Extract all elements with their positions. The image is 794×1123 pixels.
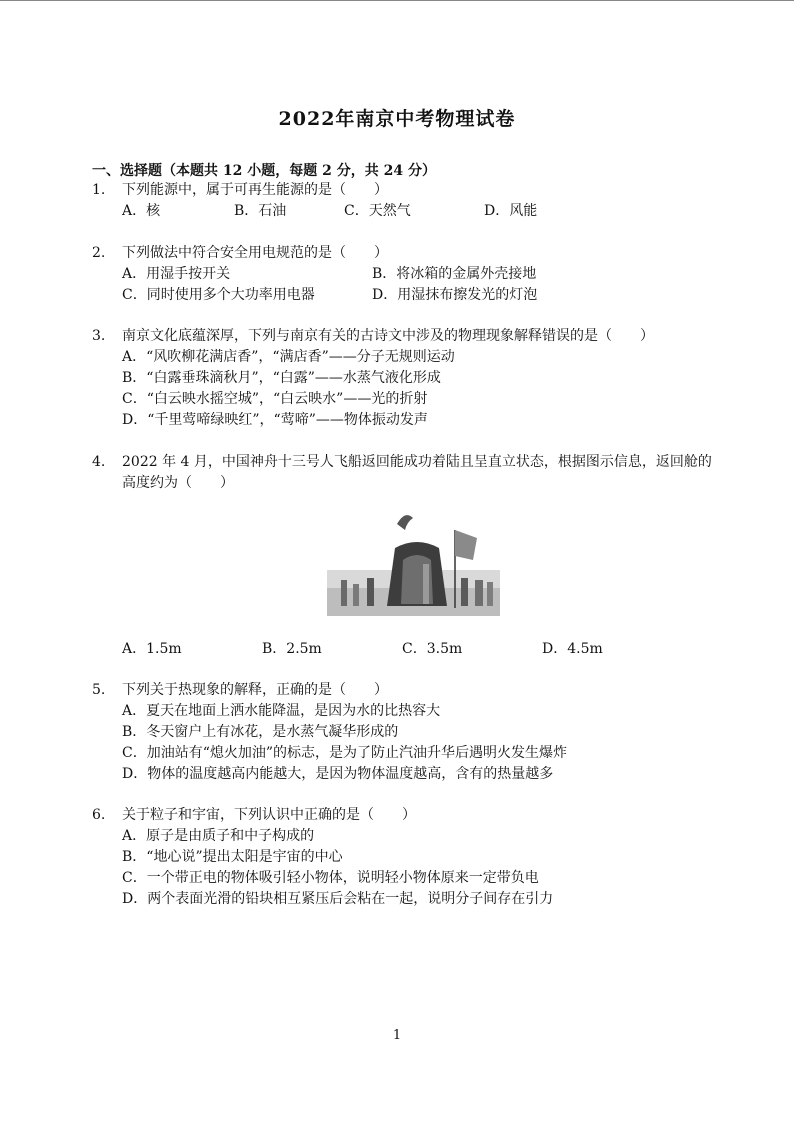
option-c: C．一个带正电的物体吸引轻小物体，说明轻小物体原来一定带负电 bbox=[122, 870, 539, 886]
options-row bbox=[122, 201, 722, 222]
question-stem: 南京文化底蕴深厚，下列与南京有关的古诗文中涉及的物理现象解释错误的是（ ） bbox=[122, 328, 654, 344]
option-b: B．将冰箱的金属外壳接地 bbox=[372, 266, 537, 282]
option-d: D．用湿抹布擦发光的灯泡 bbox=[372, 287, 538, 303]
option-d: D．两个表面光滑的铅块相互紧压后会粘在一起，说明分子间存在引力 bbox=[122, 891, 554, 907]
option-c: C．3.5m bbox=[402, 641, 463, 657]
option-b: B．“白露垂珠滴秋月”，“白露”——水蒸气液化形成 bbox=[122, 370, 441, 386]
option-b: B．冬天窗户上有冰花，是水蒸气凝华形成的 bbox=[122, 724, 399, 740]
option-a: A．原子是由质子和中子构成的 bbox=[122, 828, 315, 844]
option-a: A．核 bbox=[122, 203, 161, 219]
option-d: D．物体的温度越高内能越大，是因为物体温度越高，含有的热量越多 bbox=[122, 766, 554, 782]
option-a: A．“风吹柳花满店香”，“满店香”——分子无规则运动 bbox=[122, 349, 455, 365]
question-5 bbox=[92, 680, 722, 785]
question-stem: 关于粒子和宇宙，下列认识中正确的是（ ） bbox=[122, 807, 416, 823]
option-d: D．风能 bbox=[484, 203, 538, 219]
option-d: D．4.5m bbox=[542, 641, 603, 657]
question-number: 1. bbox=[92, 182, 106, 198]
exam-title: 2022年南京中考物理试卷 bbox=[278, 108, 516, 130]
option-a: A．夏天在地面上洒水能降温，是因为水的比热容大 bbox=[122, 703, 441, 719]
option-b: B．“地心说”提出太阳是宇宙的中心 bbox=[122, 849, 343, 865]
section-header: 一、选择题（本题共 12 小题，每题 2 分，共 24 分） bbox=[92, 163, 436, 179]
option-c: C．同时使用多个大功率用电器 bbox=[122, 287, 315, 303]
option-b: B．石油 bbox=[234, 203, 287, 219]
question-6 bbox=[92, 805, 722, 910]
question-number: 2. bbox=[92, 245, 106, 261]
question-stem: 下列关于热现象的解释，正确的是（ ） bbox=[122, 682, 388, 698]
question-stem: 2022 年 4 月，中国神舟十三号人飞船返回能成功着陆且呈直立状态，根据图示信息，返回舱的高度约为（ ） bbox=[122, 454, 712, 491]
option-c: C．天然气 bbox=[344, 203, 411, 219]
page-number: 1 bbox=[392, 1028, 402, 1043]
question-4-options bbox=[92, 639, 603, 660]
question-number: 5. bbox=[92, 682, 106, 698]
option-a: A．1.5m bbox=[122, 641, 182, 657]
question-1 bbox=[92, 180, 722, 222]
option-b: B．2.5m bbox=[262, 641, 322, 657]
option-d: D．“千里莺啼绿映红”，“莺啼”——物体振动发声 bbox=[122, 412, 428, 428]
question-stem: 下列做法中符合安全用电规范的是（ ） bbox=[122, 245, 388, 261]
option-c: C．“白云映水摇空城”，“白云映水”——光的折射 bbox=[122, 391, 428, 407]
page-top-border bbox=[0, 0, 794, 1]
question-number: 3. bbox=[92, 328, 106, 344]
question-3 bbox=[92, 326, 722, 431]
options-row bbox=[122, 264, 722, 285]
question-number: 4. bbox=[92, 454, 106, 470]
option-c: C．加油站有“熄火加油”的标志，是为了防止汽油升华后遇明火发生爆炸 bbox=[122, 745, 568, 761]
options-row bbox=[122, 285, 722, 306]
option-a: A．用湿手按开关 bbox=[122, 266, 231, 282]
question-stem: 下列能源中，属于可再生能源的是（ ） bbox=[122, 182, 388, 198]
capsule-landing-photo bbox=[327, 508, 500, 616]
question-2 bbox=[92, 243, 722, 306]
question-number: 6. bbox=[92, 807, 106, 823]
question-4 bbox=[92, 452, 722, 494]
